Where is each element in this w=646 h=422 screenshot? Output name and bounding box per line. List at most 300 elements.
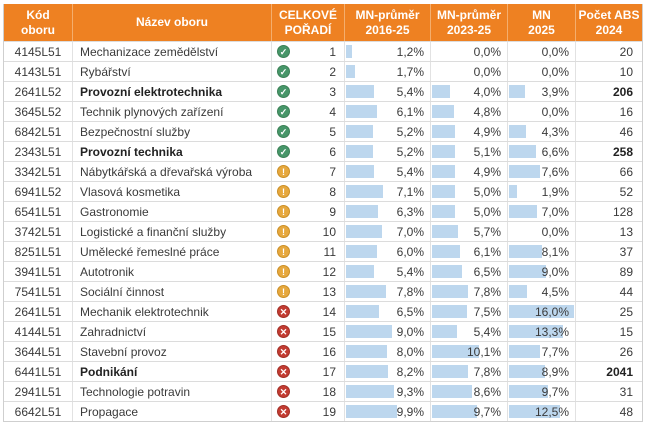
code-cell: 6842L51 (4, 122, 73, 141)
column-header-pocet-abs-2024 (576, 4, 642, 41)
percent-value: 4,0% (473, 84, 501, 99)
table-row[interactable] (4, 401, 642, 421)
rank-value: 15 (322, 324, 336, 339)
data-bar (432, 105, 454, 118)
column-header-celkove-poradi (272, 4, 345, 41)
rank-value: 12 (322, 264, 336, 279)
mn-avg-2016-25-cell (345, 262, 431, 281)
mn-2025-cell (508, 302, 576, 321)
mn-2025-cell (508, 222, 576, 241)
check-circle-icon: ✓ (277, 45, 290, 58)
abs-count-cell: 16 (619, 104, 633, 119)
mn-2025-cell (508, 162, 576, 181)
mn-avg-2016-25-cell (345, 342, 431, 361)
rank-value: 17 (322, 364, 336, 379)
overall-rank-cell (272, 322, 345, 341)
rank-value: 6 (329, 144, 336, 159)
data-bar (346, 45, 352, 58)
mn-avg-2023-25-cell (431, 142, 508, 161)
percent-value: 6,0% (396, 244, 424, 259)
data-bar (346, 265, 374, 278)
percent-value: 7,0% (541, 204, 569, 219)
field-name-cell: Bezpečnostní služby (73, 122, 272, 141)
percent-value: 7,5% (473, 304, 501, 319)
percent-value: 0,0% (473, 44, 501, 59)
percent-value: 5,4% (473, 324, 501, 339)
percent-value: 3,9% (541, 84, 569, 99)
mn-avg-2016-25-cell (345, 102, 431, 121)
percent-value: 4,9% (473, 164, 501, 179)
abs-count-cell: 46 (619, 124, 633, 139)
field-name-cell: Technologie potravin (73, 382, 272, 401)
percent-value: 5,7% (473, 224, 501, 239)
mn-avg-2016-25-cell (345, 402, 431, 421)
percent-value: 6,5% (396, 304, 424, 319)
rank-value: 13 (322, 284, 336, 299)
mn-avg-2016-25-cell (345, 162, 431, 181)
data-bar (346, 365, 388, 378)
percent-value: 12,5% (534, 404, 569, 419)
mn-avg-2023-25-cell (431, 162, 508, 181)
percent-value: 1,7% (396, 64, 424, 79)
code-cell: 6642L51 (4, 402, 73, 421)
abs-count-cell: 128 (612, 204, 633, 219)
mn-avg-2023-25-cell (431, 382, 508, 401)
header-line: 2016-25 (365, 22, 410, 37)
mn-avg-2016-25-cell (345, 302, 431, 321)
data-bar (509, 145, 536, 158)
code-cell: 2641L52 (4, 82, 73, 101)
mn-avg-2016-25-cell (345, 182, 431, 201)
check-circle-icon: ✓ (277, 85, 290, 98)
abs-count-cell: 13 (619, 224, 633, 239)
table-row[interactable] (4, 181, 642, 201)
x-circle-icon: ✕ (277, 345, 290, 358)
header-line: MN (532, 7, 551, 22)
percent-value: 5,0% (473, 204, 501, 219)
abs-count-cell: 10 (619, 64, 633, 79)
data-bar (346, 345, 387, 358)
code-cell: 3742L51 (4, 222, 73, 241)
percent-value: 5,1% (473, 144, 501, 159)
overall-rank-cell (272, 162, 345, 181)
table-row[interactable] (4, 341, 642, 361)
percent-value: 4,5% (541, 284, 569, 299)
mn-avg-2023-25-cell (431, 242, 508, 261)
column-header-mn-2025 (508, 4, 576, 41)
overall-rank-cell (272, 142, 345, 161)
mn-2025-cell (508, 402, 576, 421)
header-line: Počet ABS (578, 7, 640, 22)
percent-value: 1,9% (541, 184, 569, 199)
mn-avg-2023-25-cell (431, 202, 508, 221)
overall-rank-cell (272, 402, 345, 421)
rank-value: 2 (329, 64, 336, 79)
table-row[interactable] (4, 301, 642, 321)
table-row[interactable] (4, 61, 642, 81)
rank-value: 14 (322, 304, 336, 319)
data-bar (346, 385, 394, 398)
mn-avg-2016-25-cell (345, 362, 431, 381)
percent-value: 0,0% (541, 224, 569, 239)
overall-rank-cell (272, 282, 345, 301)
percent-value: 4,9% (473, 124, 501, 139)
header-line: 2023-25 (446, 22, 492, 37)
field-name-cell: Sociální činnost (73, 282, 272, 301)
data-bar (509, 265, 546, 278)
overall-rank-cell (272, 42, 345, 61)
data-bar (346, 205, 378, 218)
data-bar (346, 225, 382, 238)
data-bar (432, 145, 455, 158)
table-row[interactable] (4, 381, 642, 401)
percent-value: 13,3% (534, 324, 569, 339)
check-circle-icon: ✓ (277, 125, 290, 138)
code-cell: 7541L51 (4, 282, 73, 301)
check-circle-icon: ✓ (277, 65, 290, 78)
abs-count-cell: 31 (619, 384, 633, 399)
mn-avg-2016-25-cell (345, 202, 431, 221)
header-line: POŘADÍ (284, 22, 332, 37)
data-bar (509, 285, 527, 298)
percent-value: 9,9% (396, 404, 424, 419)
table-row[interactable] (4, 241, 642, 261)
data-bar (432, 245, 460, 258)
overall-rank-cell (272, 362, 345, 381)
mn-avg-2016-25-cell (345, 282, 431, 301)
data-bar (346, 85, 374, 98)
field-name-cell: Nábytkářská a dřevařská výroba (73, 162, 272, 181)
abs-count-cell: 52 (619, 184, 633, 199)
percent-value: 5,4% (396, 84, 424, 99)
rank-value: 10 (322, 224, 336, 239)
x-circle-icon: ✕ (277, 325, 290, 338)
overall-rank-cell (272, 102, 345, 121)
rank-value: 19 (322, 404, 336, 419)
mn-avg-2023-25-cell (431, 182, 508, 201)
table-row[interactable] (4, 81, 642, 101)
rank-value: 3 (329, 84, 336, 99)
percent-value: 6,1% (396, 104, 424, 119)
exclamation-circle-icon: ! (277, 205, 290, 218)
exclamation-circle-icon: ! (277, 245, 290, 258)
overall-rank-cell (272, 262, 345, 281)
mn-2025-cell (508, 362, 576, 381)
mn-2025-cell (508, 102, 576, 121)
data-bar (509, 85, 525, 98)
percent-value: 6,6% (541, 144, 569, 159)
percent-value: 5,2% (396, 124, 424, 139)
exclamation-circle-icon: ! (277, 165, 290, 178)
percent-value: 7,8% (473, 364, 501, 379)
data-bar (432, 165, 455, 178)
data-bar (432, 125, 455, 138)
data-bar (346, 65, 355, 78)
table-row[interactable] (4, 161, 642, 181)
code-cell: 3644L51 (4, 342, 73, 361)
field-name-cell: Provozní elektrotechnika (73, 82, 272, 101)
x-circle-icon: ✕ (277, 405, 290, 418)
code-cell: 6541L51 (4, 202, 73, 221)
header-line: MN-průměr (355, 7, 420, 22)
field-name-cell: Podnikání (73, 362, 272, 381)
mn-avg-2023-25-cell (431, 62, 508, 81)
percent-value: 8,0% (396, 344, 424, 359)
mn-2025-cell (508, 382, 576, 401)
table-row[interactable] (4, 101, 642, 121)
mn-avg-2023-25-cell (431, 102, 508, 121)
data-bar (432, 385, 472, 398)
percent-value: 4,3% (541, 124, 569, 139)
percent-value: 9,3% (396, 384, 424, 399)
mn-2025-cell (508, 322, 576, 341)
mn-2025-cell (508, 202, 576, 221)
code-cell: 4143L51 (4, 62, 73, 81)
column-header-mn-prumer-2016-25 (345, 4, 431, 41)
data-bar (432, 225, 458, 238)
percent-value: 0,0% (541, 44, 569, 59)
abs-count-cell: 48 (619, 404, 633, 419)
percent-value: 5,2% (396, 144, 424, 159)
rank-value: 5 (329, 124, 336, 139)
abs-count-cell: 66 (619, 164, 633, 179)
overall-rank-cell (272, 302, 345, 321)
data-bar (432, 285, 468, 298)
mn-2025-cell (508, 262, 576, 281)
abs-count-cell: 89 (619, 264, 633, 279)
percent-value: 10,1% (466, 344, 501, 359)
percent-value: 6,5% (473, 264, 501, 279)
table-row[interactable] (4, 141, 642, 161)
code-cell: 8251L51 (4, 242, 73, 261)
percent-value: 5,4% (396, 164, 424, 179)
field-name-cell: Autotronik (73, 262, 272, 281)
mn-avg-2023-25-cell (431, 322, 508, 341)
mn-avg-2023-25-cell (431, 282, 508, 301)
field-name-cell: Stavební provoz (73, 342, 272, 361)
mn-2025-cell (508, 62, 576, 81)
data-bar (509, 125, 526, 138)
mn-avg-2023-25-cell (431, 82, 508, 101)
header-line: MN-průměr (436, 7, 501, 22)
header-line: CELKOVÉ (278, 7, 337, 22)
percent-value: 7,0% (396, 224, 424, 239)
abs-count-cell: 44 (619, 284, 633, 299)
code-cell: 4145L51 (4, 42, 73, 61)
percent-value: 1,2% (396, 44, 424, 59)
table-row[interactable] (4, 121, 642, 141)
percent-value: 8,9% (541, 364, 569, 379)
percent-value: 9,0% (541, 264, 569, 279)
column-header-nazev-oboru (73, 4, 272, 41)
mn-avg-2016-25-cell (345, 242, 431, 261)
percent-value: 0,0% (541, 104, 569, 119)
field-name-cell: Umělecké řemeslné práce (73, 242, 272, 261)
rank-value: 8 (329, 184, 336, 199)
table-row[interactable] (4, 281, 642, 301)
overall-rank-cell (272, 242, 345, 261)
rank-value: 7 (329, 164, 336, 179)
data-bar (346, 105, 377, 118)
field-name-cell: Rybářství (73, 62, 272, 81)
x-circle-icon: ✕ (277, 305, 290, 318)
mn-avg-2023-25-cell (431, 362, 508, 381)
percent-value: 9,7% (473, 404, 501, 419)
mn-2025-cell (508, 182, 576, 201)
table-row[interactable] (4, 201, 642, 221)
data-bar (346, 325, 392, 338)
abs-count-cell: 2041 (606, 364, 633, 379)
field-name-cell: Mechanik elektrotechnik (73, 302, 272, 321)
field-name-cell: Logistické a finanční služby (73, 222, 272, 241)
percent-value: 7,8% (473, 284, 501, 299)
mn-avg-2023-25-cell (431, 122, 508, 141)
code-cell: 3645L52 (4, 102, 73, 121)
mn-avg-2023-25-cell (431, 342, 508, 361)
rank-value: 1 (329, 44, 336, 59)
mn-avg-2016-25-cell (345, 42, 431, 61)
mn-avg-2023-25-cell (431, 302, 508, 321)
rank-value: 16 (322, 344, 336, 359)
data-bar (346, 125, 373, 138)
field-name-cell: Gastronomie (73, 202, 272, 221)
exclamation-circle-icon: ! (277, 185, 290, 198)
percent-value: 8,6% (473, 384, 501, 399)
data-bar (432, 365, 468, 378)
data-bar (509, 205, 537, 218)
data-bar (346, 145, 373, 158)
table-row[interactable] (4, 221, 642, 241)
mn-2025-cell (508, 122, 576, 141)
percent-value: 7,8% (396, 284, 424, 299)
column-header-mn-prumer-2023-25 (431, 4, 508, 41)
table-header-row (4, 4, 642, 41)
data-bar (509, 165, 540, 178)
data-bar (432, 405, 477, 418)
code-cell: 2641L51 (4, 302, 73, 321)
overall-rank-cell (272, 62, 345, 81)
percent-value: 5,4% (396, 264, 424, 279)
header-line: 2025 (528, 22, 555, 37)
data-bar (509, 365, 545, 378)
field-name-cell: Provozní technika (73, 142, 272, 161)
percent-value: 8,2% (396, 364, 424, 379)
data-bar (509, 185, 517, 198)
code-cell: 6441L51 (4, 362, 73, 381)
field-name-cell: Technik plynových zařízení (73, 102, 272, 121)
abs-count-cell: 258 (612, 144, 633, 159)
mn-2025-cell (508, 142, 576, 161)
abs-count-cell: 206 (612, 84, 633, 99)
overall-rank-cell (272, 222, 345, 241)
mn-avg-2023-25-cell (431, 402, 508, 421)
header-line: oboru (21, 22, 55, 37)
rank-value: 11 (323, 244, 336, 259)
exclamation-circle-icon: ! (277, 225, 290, 238)
code-cell: 4144L51 (4, 322, 73, 341)
x-circle-icon: ✕ (277, 365, 290, 378)
data-bar (432, 205, 455, 218)
percent-value: 8,1% (541, 244, 569, 259)
data-bar (509, 345, 540, 358)
check-circle-icon: ✓ (277, 145, 290, 158)
mn-avg-2016-25-cell (345, 122, 431, 141)
header-line: 2024 (595, 22, 623, 37)
mn-avg-2016-25-cell (345, 382, 431, 401)
data-bar (346, 245, 377, 258)
data-bar (432, 85, 450, 98)
x-circle-icon: ✕ (277, 385, 290, 398)
percent-value: 7,6% (541, 164, 569, 179)
abs-count-cell: 26 (619, 344, 633, 359)
table-row[interactable] (4, 321, 642, 341)
data-bar (346, 305, 379, 318)
code-cell: 6941L52 (4, 182, 73, 201)
code-cell: 3941L51 (4, 262, 73, 281)
code-cell: 3342L51 (4, 162, 73, 181)
mn-2025-cell (508, 242, 576, 261)
data-bar (346, 165, 374, 178)
table-row[interactable] (4, 261, 642, 281)
mn-avg-2023-25-cell (431, 222, 508, 241)
mn-2025-cell (508, 342, 576, 361)
percent-value: 6,1% (473, 244, 501, 259)
rank-value: 18 (322, 384, 336, 399)
mn-avg-2016-25-cell (345, 142, 431, 161)
data-bar (432, 185, 455, 198)
percent-value: 6,3% (396, 204, 424, 219)
mn-avg-2016-25-cell (345, 62, 431, 81)
percent-value: 16,0% (534, 304, 569, 319)
code-cell: 2343L51 (4, 142, 73, 161)
mn-avg-2016-25-cell (345, 322, 431, 341)
field-name-cell: Propagace (73, 402, 272, 421)
data-bar (432, 325, 457, 338)
percent-value: 0,0% (541, 64, 569, 79)
check-circle-icon: ✓ (277, 105, 290, 118)
abs-count-cell: 25 (619, 304, 633, 319)
overall-rank-cell (272, 122, 345, 141)
overall-rank-cell (272, 382, 345, 401)
field-name-cell: Mechanizace zemědělství (73, 42, 272, 61)
mn-2025-cell (508, 42, 576, 61)
data-bar (432, 265, 462, 278)
percent-value: 5,0% (473, 184, 501, 199)
mn-2025-cell (508, 82, 576, 101)
exclamation-circle-icon: ! (277, 265, 290, 278)
table-row[interactable] (4, 41, 642, 61)
overall-rank-cell (272, 182, 345, 201)
percent-value: 9,7% (541, 384, 569, 399)
data-bar (346, 405, 397, 418)
rank-value: 4 (329, 104, 336, 119)
mn-avg-2016-25-cell (345, 82, 431, 101)
rank-value: 9 (329, 204, 336, 219)
data-bar (509, 245, 542, 258)
overall-rank-cell (272, 82, 345, 101)
mn-2025-cell (508, 282, 576, 301)
header-line: Kód (26, 7, 50, 22)
field-name-cell: Zahradnictví (73, 322, 272, 341)
header-line: Název oboru (135, 15, 208, 29)
percent-value: 9,0% (396, 324, 424, 339)
table-row[interactable] (4, 361, 642, 381)
mn-avg-2016-25-cell (345, 222, 431, 241)
exclamation-circle-icon: ! (277, 285, 290, 298)
column-header-kod-oboru (4, 4, 73, 41)
abs-count-cell: 15 (619, 324, 633, 339)
percent-value: 7,7% (541, 344, 569, 359)
